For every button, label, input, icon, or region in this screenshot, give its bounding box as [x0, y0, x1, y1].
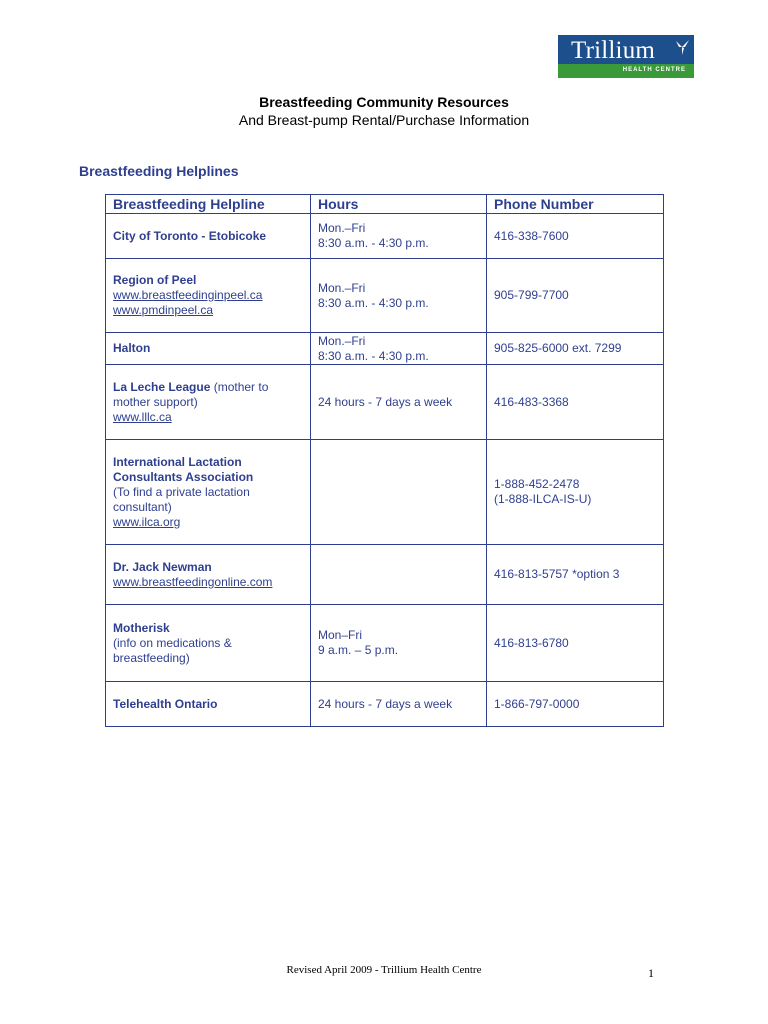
- trillium-flower-icon: [673, 38, 691, 56]
- cell-hours: [311, 605, 487, 682]
- phone-number: 1-888-452-2478: [494, 477, 580, 491]
- phone-number: 1-866-797-0000: [494, 696, 580, 711]
- cell-phone: [487, 259, 664, 333]
- logo-wordmark: Trillium: [571, 37, 656, 64]
- table-row: [106, 259, 664, 333]
- column-header-helpline: Breastfeeding Helpline: [106, 195, 311, 214]
- helpline-org: International Lactation Consultants Association: [113, 454, 254, 484]
- cell-phone: [487, 365, 664, 440]
- phone-number: 905-825-6000 ext. 7299: [494, 341, 622, 355]
- logo-subtitle: HEALTH CENTRE: [622, 67, 686, 73]
- helpline-name: [113, 229, 303, 244]
- hours-text: 8:30 a.m. - 4:30 p.m.: [318, 236, 429, 250]
- table-header-row: [106, 195, 664, 214]
- hours-text: 9 a.m. – 5 p.m.: [318, 643, 399, 657]
- cell-hours: [311, 259, 487, 333]
- helpline-description: (mother to mother support): [113, 379, 269, 409]
- phone-number: 416-813-5757 *option 3: [494, 567, 620, 581]
- footer-revision: Revised April 2009 - Trillium Health Centre: [286, 964, 482, 976]
- hours-text: 8:30 a.m. - 4:30 p.m.: [318, 348, 429, 363]
- helpline-name: [113, 380, 303, 410]
- cell-helpline: [106, 605, 311, 682]
- hours-text: 24 hours - 7 days a week: [318, 394, 453, 409]
- helpline-name: [113, 697, 303, 712]
- cell-helpline: [106, 259, 311, 333]
- helpline-org: Motherisk: [113, 620, 170, 635]
- cell-phone: [487, 333, 664, 365]
- helpline-name: [113, 341, 303, 356]
- column-header-phone: Phone Number: [487, 195, 664, 214]
- helpline-website-link[interactable]: www.breastfeedinginpeel.ca: [113, 288, 263, 302]
- document-subtitle: And Breast-pump Rental/Purchase Information: [238, 112, 530, 128]
- cell-phone: [487, 605, 664, 682]
- document-title: Breastfeeding Community Resources: [259, 94, 509, 110]
- helpline-website-link[interactable]: www.ilca.org: [113, 514, 181, 529]
- helpline-name: [113, 455, 303, 485]
- helpline-table: [105, 194, 664, 727]
- cell-helpline: [106, 440, 311, 545]
- cell-helpline: [106, 682, 311, 727]
- helpline-org: Region of Peel: [113, 273, 197, 287]
- cell-hours: [311, 440, 487, 545]
- helpline-note: (To find a private lactation consultant): [113, 484, 250, 514]
- phone-number: 416-813-6780: [494, 635, 569, 650]
- cell-phone: [487, 682, 664, 727]
- table-row: [106, 682, 664, 727]
- helpline-note: (info on medications & breastfeeding): [113, 635, 232, 665]
- helpline-name: [113, 273, 303, 288]
- page-number: 1: [648, 966, 654, 980]
- cell-helpline: [106, 214, 311, 259]
- helpline-org: Dr. Jack Newman: [113, 559, 212, 574]
- table-body: [106, 214, 664, 727]
- table-row: [106, 333, 664, 365]
- helpline-website-link[interactable]: www.breastfeedingonline.com: [113, 574, 273, 589]
- phone-number: 416-338-7600: [494, 228, 569, 243]
- phone-number: (1-888-ILCA-IS-U): [494, 492, 592, 506]
- table-row: [106, 440, 664, 545]
- table-row: [106, 605, 664, 682]
- hours-text: Mon.–Fri: [318, 333, 366, 348]
- cell-hours: [311, 333, 487, 365]
- cell-phone: [487, 440, 664, 545]
- helpline-org: City of Toronto - Etobicoke: [113, 228, 267, 243]
- hours-text: Mon–Fri: [318, 628, 363, 642]
- hours-text: 8:30 a.m. - 4:30 p.m.: [318, 295, 429, 310]
- section-heading: Breastfeeding Helplines: [79, 163, 239, 179]
- cell-hours: [311, 214, 487, 259]
- helpline-name: [113, 621, 303, 636]
- hours-text: 24 hours - 7 days a week: [318, 696, 453, 711]
- helpline-website-link[interactable]: www.lllc.ca: [113, 409, 172, 424]
- cell-helpline: [106, 365, 311, 440]
- cell-helpline: [106, 333, 311, 365]
- hours-text: Mon.–Fri: [318, 221, 366, 235]
- helpline-org: Telehealth Ontario: [113, 696, 218, 711]
- cell-phone: [487, 545, 664, 605]
- helpline-name: [113, 560, 303, 575]
- cell-hours: [311, 682, 487, 727]
- table-row: [106, 365, 664, 440]
- helpline-website-link[interactable]: www.pmdinpeel.ca: [113, 303, 214, 317]
- cell-helpline: [106, 545, 311, 605]
- helpline-org: Halton: [113, 341, 151, 355]
- cell-hours: [311, 365, 487, 440]
- helpline-org: La Leche League: [113, 379, 211, 394]
- table-row: [106, 545, 664, 605]
- table-row: [106, 214, 664, 259]
- phone-number: 905-799-7700: [494, 288, 569, 302]
- trillium-logo: [558, 35, 694, 78]
- cell-hours: [311, 545, 487, 605]
- phone-number: 416-483-3368: [494, 394, 569, 409]
- hours-text: Mon.–Fri: [318, 280, 366, 295]
- column-header-hours: Hours: [311, 195, 487, 214]
- cell-phone: [487, 214, 664, 259]
